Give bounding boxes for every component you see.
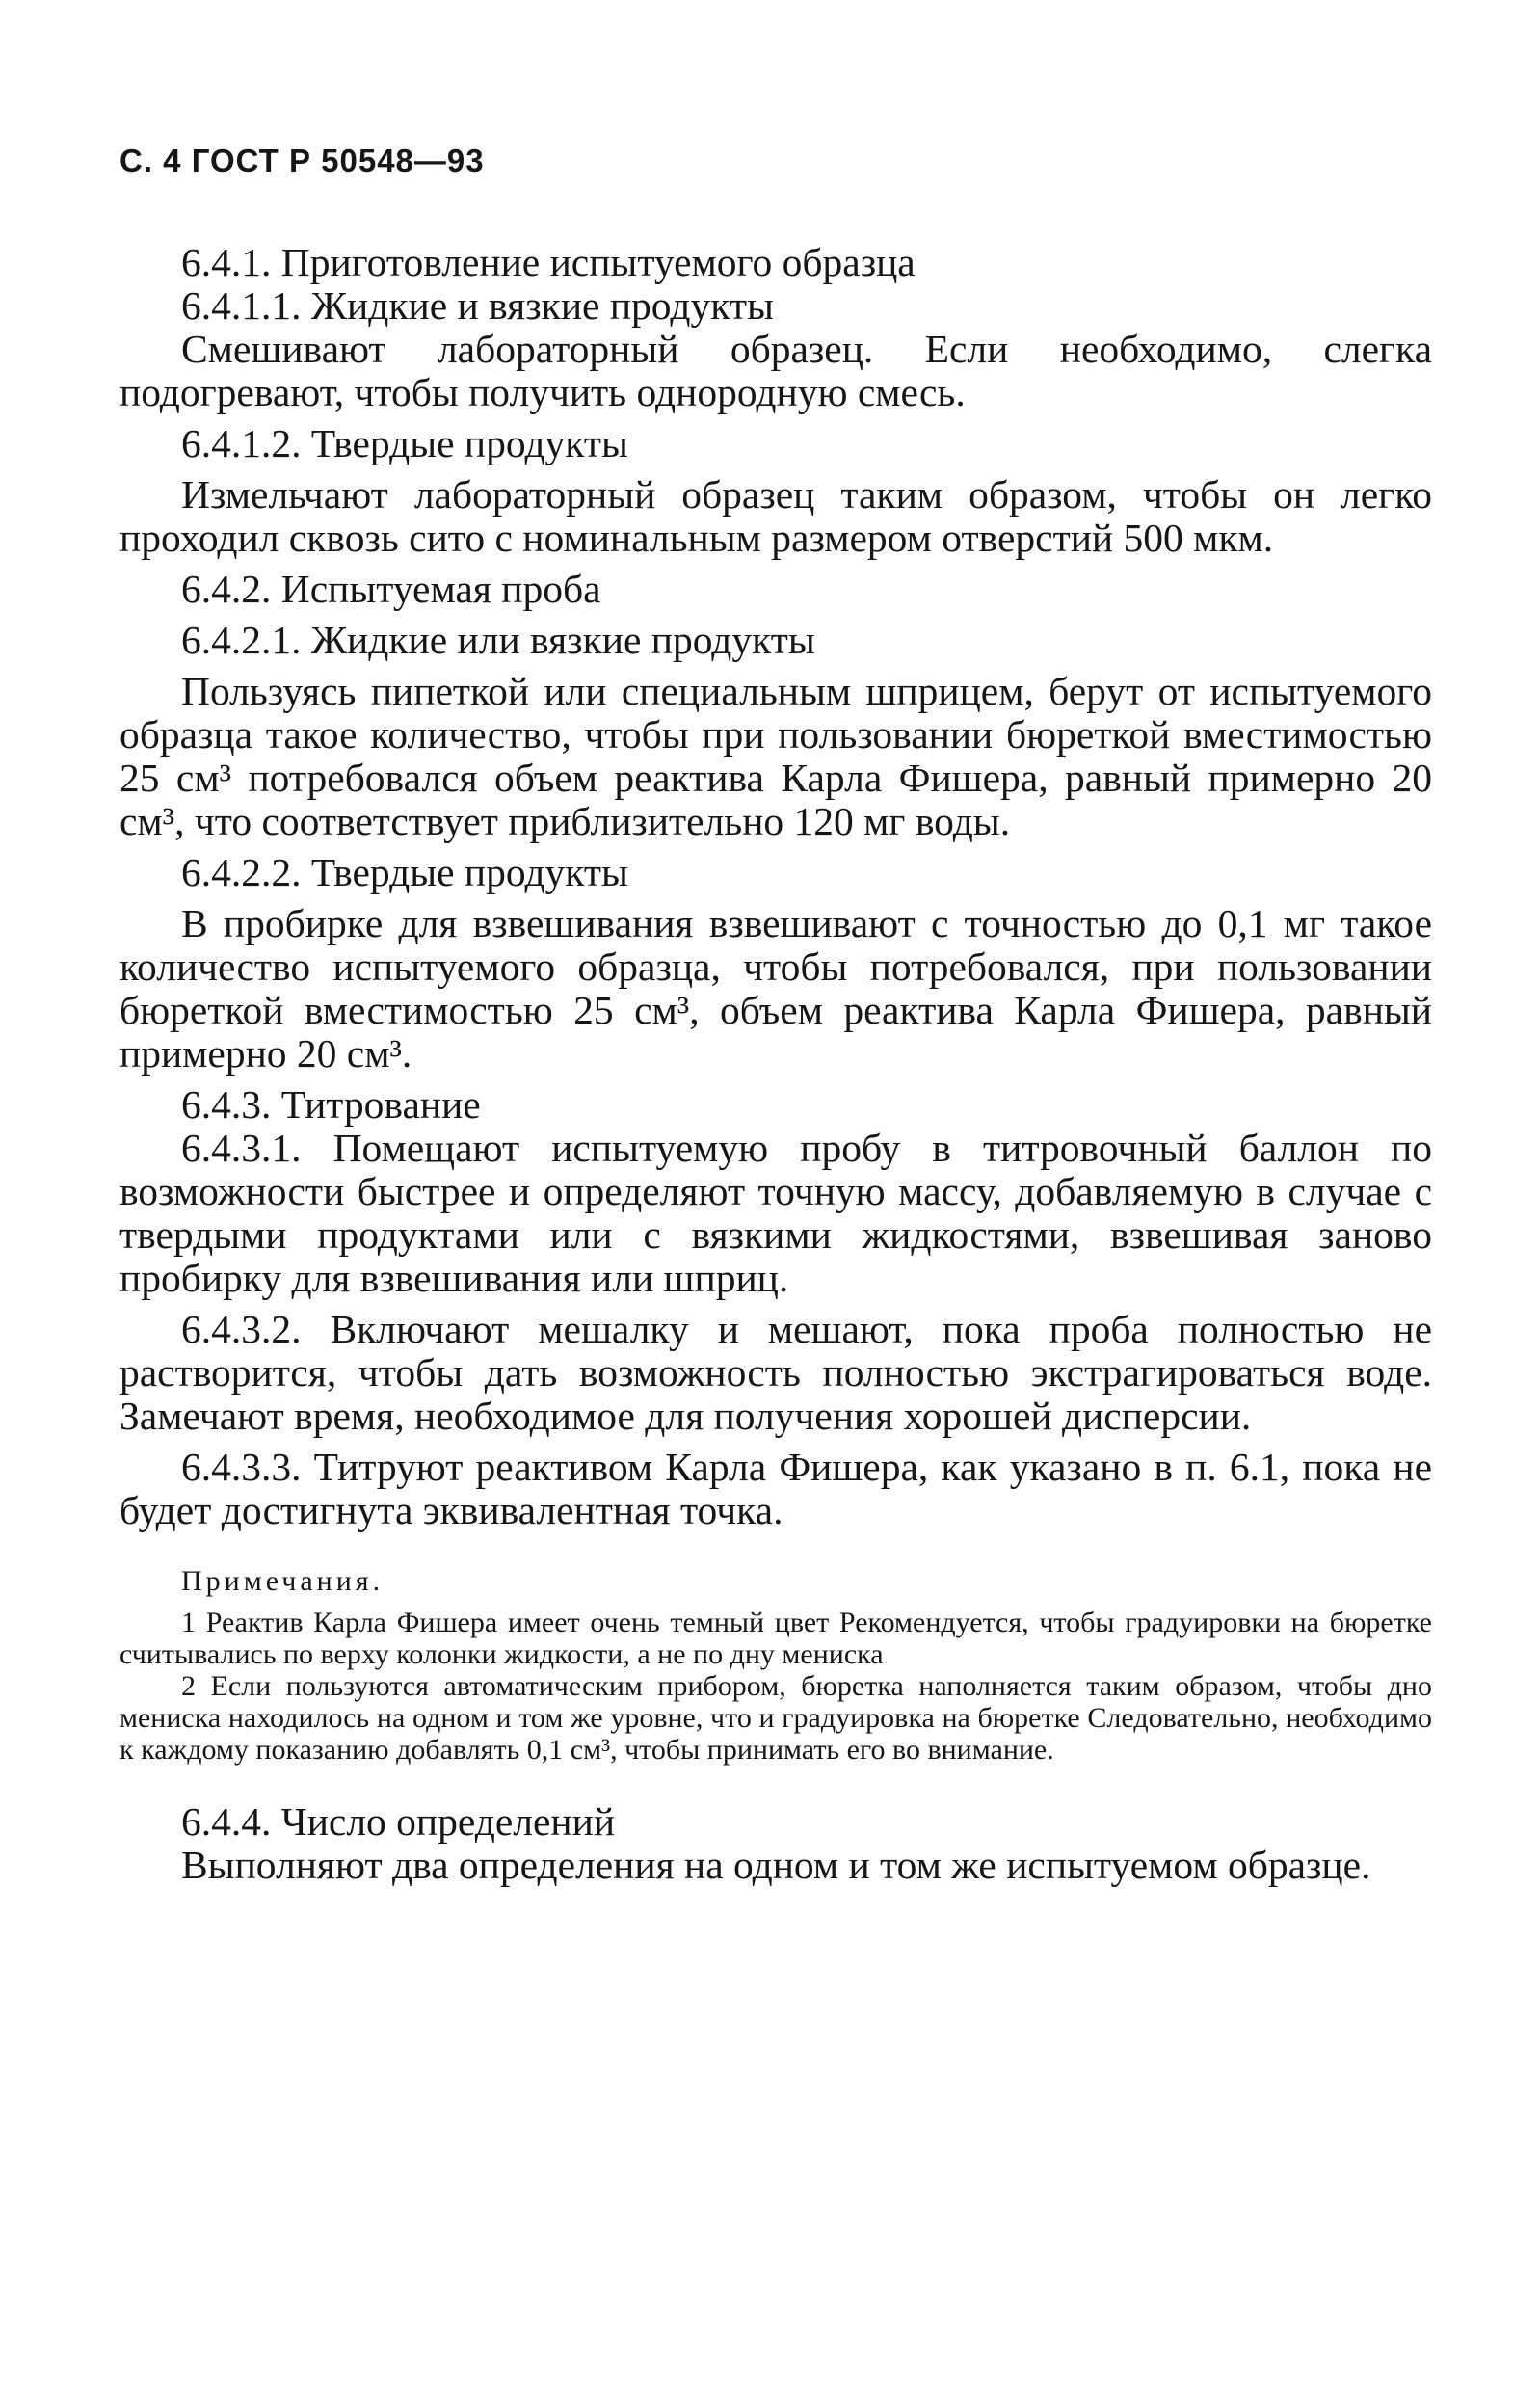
section-6-4-1-1-text: Смешивают лабораторный образец. Если необходимо, слегка подогревают, чтобы получить однородную смесь. xyxy=(119,327,1432,414)
section-6-4-4-text: Выполняют два определения на одном и том же испытуемом образце. xyxy=(181,1843,1371,1887)
section-6-4-3-2-text: 6.4.3.2. Включают мешалку и мешают, пока проба полностью не растворится, чтобы дать возможность полностью экстрагироваться воде. Замечают время, необходимое для получения хорошей дисперсии. xyxy=(119,1307,1432,1438)
page-header: С. 4 ГОСТ Р 50548—93 xyxy=(119,143,485,178)
section-6-4-2-2-text: В пробирке для взвешивания взвешивают с точностью до 0,1 мг такое количество испытуемого образца, чтобы потребовался, при пользовании бюреткой вместимостью 25 см³, объем реактива Карла Фишера, равный примерно 20 см³. xyxy=(119,901,1432,1076)
section-6-4-1-1-title: 6.4.1.1. Жидкие и вязкие продукты xyxy=(181,283,774,328)
document-body xyxy=(119,241,1432,1887)
note-2: 2 Если пользуются автоматическим прибором, бюретка наполняется таким образом, чтобы дно мениска находилось на одном и том же уровне, что и градуировка на бюретке Следовательно, необходимо к каждому показанию добавлять 0,1 см³, чтобы принимать его во внимание. xyxy=(119,1670,1432,1766)
section-6-4-4-title: 6.4.4. Число определений xyxy=(181,1799,616,1844)
note-1: 1 Реактив Карла Фишера имеет очень темный цвет Рекомендуется, чтобы градуировки на бюретке считывались по верху колонки жидкости, а не по дну мениска xyxy=(119,1607,1432,1670)
section-6-4-3-3-text: 6.4.3.3. Титруют реактивом Карла Фишера, как указано в п. 6.1, пока не будет достигнута эквивалентная точка. xyxy=(119,1445,1432,1532)
section-6-4-3-1-text: 6.4.3.1. Помещают испытуемую пробу в титровочный баллон по возможности быстрее и определяют точную массу, добавляемую в случае с твердыми продуктами или с вязкими жидкостями, взвешивая заново пробирку для взвешивания или шприц. xyxy=(119,1126,1432,1300)
section-6-4-1-title: 6.4.1. Приготовление испытуемого образца xyxy=(181,240,916,284)
section-6-4-2-1-title: 6.4.2.1. Жидкие или вязкие продукты xyxy=(181,618,815,662)
section-6-4-3-title: 6.4.3. Титрование xyxy=(181,1082,481,1127)
section-6-4-2-2-title: 6.4.2.2. Твердые продукты xyxy=(181,850,628,894)
section-6-4-2-1-text: Пользуясь пипеткой или специальным шприцем, берут от испытуемого образца такое количество, чтобы при пользовании бюреткой вместимостью 25 см³ потребовался объем реактива Карла Фишера, равный примерно 20 см³, что соответствует приблизительно 120 мг воды. xyxy=(119,669,1432,843)
notes-block xyxy=(119,1565,1432,1766)
section-6-4-2-title: 6.4.2. Испытуемая проба xyxy=(181,567,601,611)
section-6-4-1-2-text: Измельчают лабораторный образец таким образом, чтобы он легко проходил сквозь сито с номинальным размером отверстий 500 мкм. xyxy=(119,472,1432,560)
section-6-4-4 xyxy=(119,1800,1432,1887)
section-6-4-1-2-title: 6.4.1.2. Твердые продукты xyxy=(181,421,628,465)
notes-title: Примечания. xyxy=(181,1565,385,1597)
